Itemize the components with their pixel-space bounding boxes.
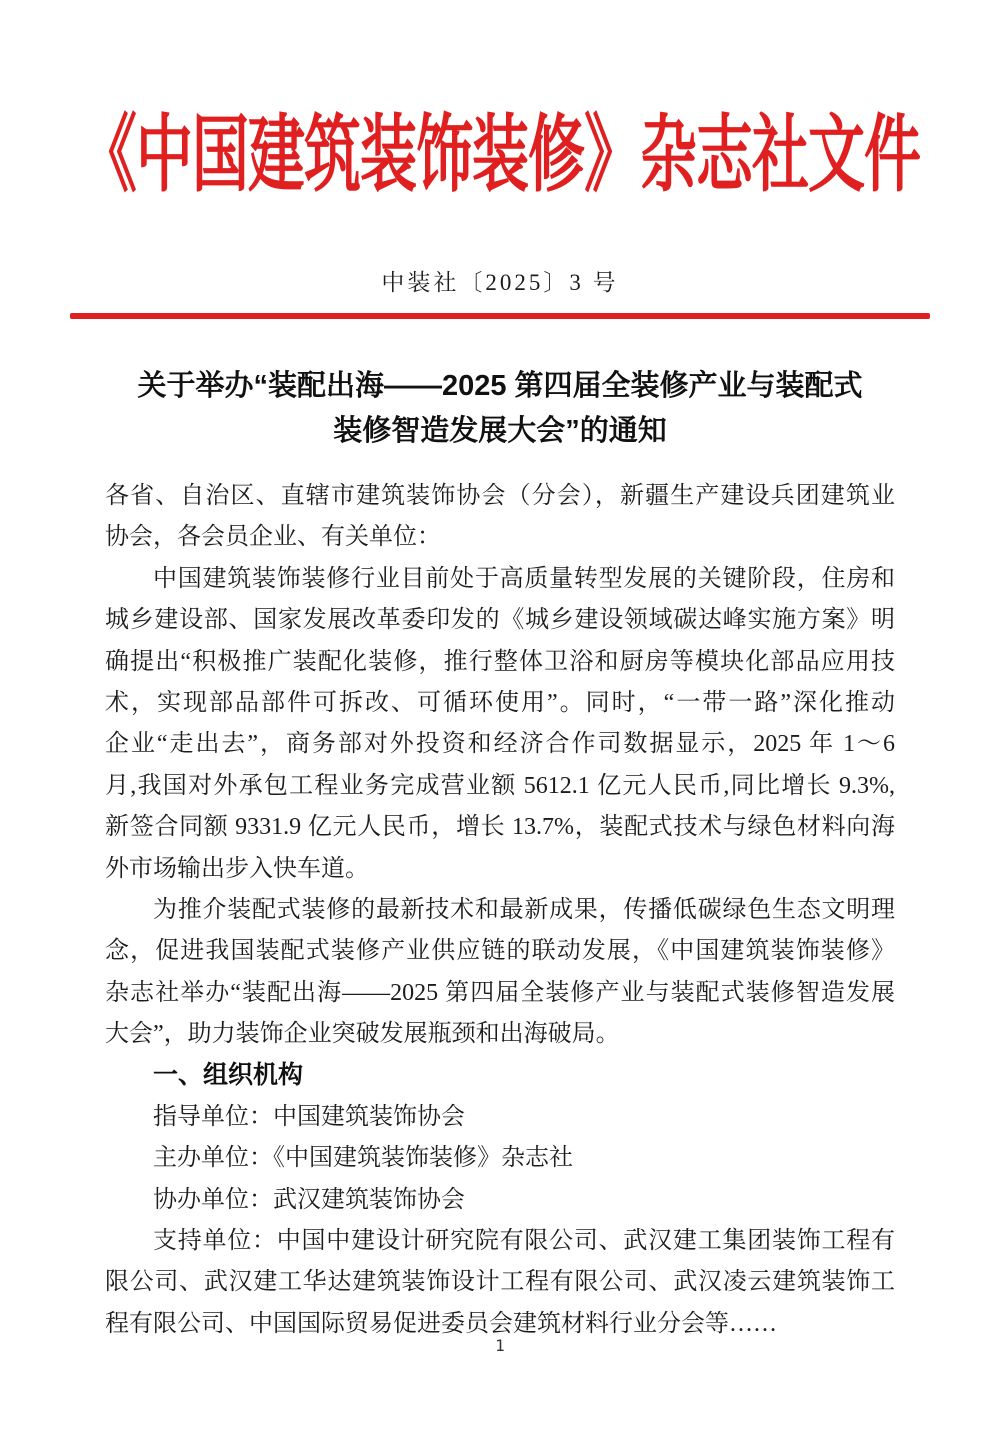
document-masthead <box>0 96 1000 218</box>
body-line: 中国建筑装饰装修行业目前处于高质量转型发展的关键阶段，住房和 <box>153 565 895 592</box>
body-line: 指导单位：中国建筑装饰协会 <box>153 1103 465 1130</box>
notice-title-line1: 关于举办“装配出海——2025 第四届全装修产业与装配式 <box>137 370 863 402</box>
document-number: 中装社〔2025〕3 号 <box>381 270 619 295</box>
body-line: 各省、自治区、直辖市建筑装饰协会（分会），新疆生产建设兵团建筑业 <box>105 483 895 509</box>
body-line: 主办单位：《中国建筑装饰装修》杂志社 <box>153 1145 573 1172</box>
notice-title-line2: 装修智造发展大会”的通知 <box>333 415 667 447</box>
body-line: 支持单位：中国中建设计研究院有限公司、武汉建工集团装饰工程有 <box>153 1228 895 1255</box>
body-line: 程有限公司、中国国际贸易促进委员会建筑材料行业分会等…… <box>105 1310 777 1337</box>
red-divider-line <box>70 313 930 319</box>
body-line: 月,我国对外承包工程业务完成营业额 5612.1 亿元人民币,同比增长 9.3%, <box>105 772 895 799</box>
body-line: 城乡建设部、国家发展改革委印发的《城乡建设领域碳达峰实施方案》明 <box>105 607 895 634</box>
body-line: 杂志社举办“装配出海——2025 第四届全装修产业与装配式装修智造发展 <box>105 979 895 1006</box>
body-line: 为推介装配式装修的最新技术和最新成果，传播低碳绿色生态文明理 <box>153 896 895 923</box>
masthead-title: 《中国建筑装饰装修》杂志社文件 <box>80 109 920 203</box>
body-line: 限公司、武汉建工华达建筑装饰设计工程有限公司、武汉凌云建筑装饰工 <box>105 1269 895 1296</box>
body-line: 协办单位：武汉建筑装饰协会 <box>153 1186 465 1213</box>
section-heading: 一、组织机构 <box>153 1061 304 1090</box>
body-line: 外市场输出步入快车道。 <box>105 855 369 882</box>
body-line: 新签合同额 9331.9 亿元人民币，增长 13.7%，装配式技术与绿色材料向海 <box>105 814 895 841</box>
body-line: 协会，各会员企业、有关单位： <box>105 524 441 551</box>
page-number: 1 <box>495 1336 505 1355</box>
body-line: 术，实现部品部件可拆改、可循环使用”。同时，“一带一路”深化推动 <box>105 689 895 716</box>
body-line: 确提出“积极推广装配化装修，推行整体卫浴和厨房等模块化部品应用技 <box>105 648 895 675</box>
document-body <box>105 476 895 1345</box>
notice-title <box>0 364 1000 454</box>
body-line: 大会”，助力装饰企业突破发展瓶颈和出海破局。 <box>105 1021 620 1048</box>
body-line: 企业“走出去”，商务部对外投资和经济合作司数据显示，2025 年 1～6 <box>105 731 895 758</box>
body-line: 念，促进我国装配式装修产业供应链的联动发展，《中国建筑装饰装修》 <box>105 938 895 965</box>
